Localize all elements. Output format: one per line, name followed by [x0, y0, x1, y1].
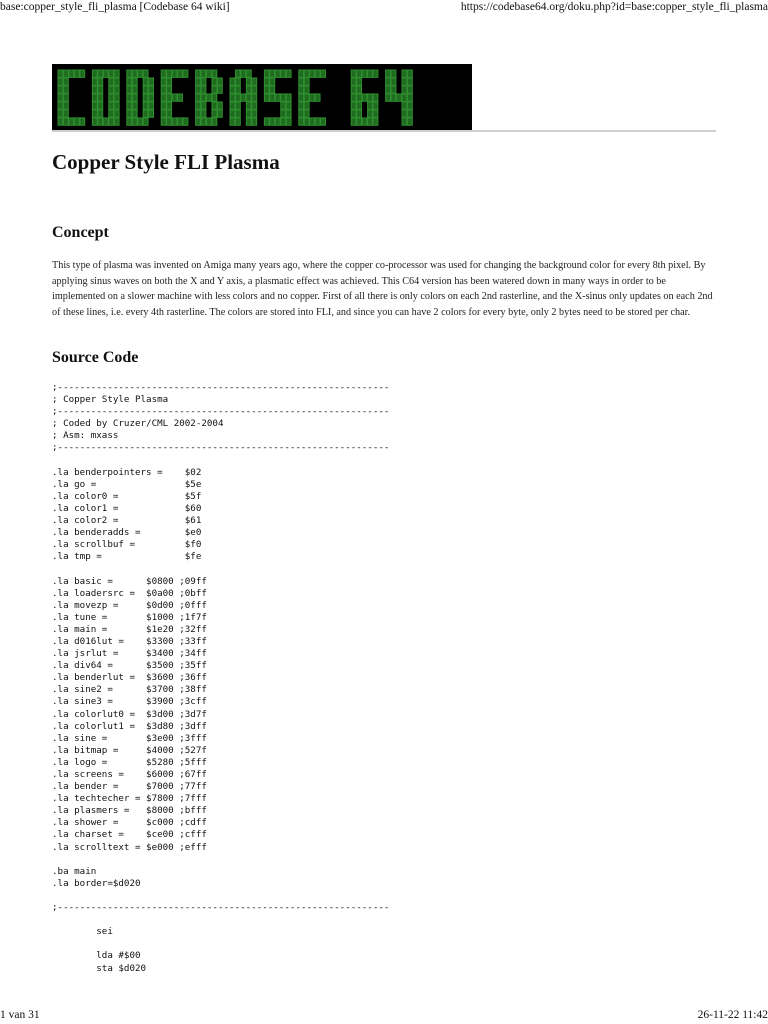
source-code-block: ;------------------------------------------------------------ ; Copper Style Plasma ;------------------------------------------------------------ ; Coded by Cruzer/CML 2002-2004 ; Asm: mxass ;------------------------------------------------------------ .la benderpointers = $02 .la go = $5e .la color0 = $5f .la color1 = $60 .la color2 = $61 .la benderadds = $e0 .la scrollbuf = $f0 .la tmp = $fe .la basic = $0800 ;09ff .la loadersrc = $0a00 ;0bff .la movezp = $0d00 ;0fff .la tune = $1000 ;1f7f .la main = $1e20 ;32ff .la d016lut = $3300 ;33ff .la jsrlut = $3400 ;34ff .la div64 = $3500 ;35ff .la benderlut = $3600 ;36ff .la sine2 = $3700 ;38ff .la sine3 = $3900 ;3cff .la colorlut0 = $3d00 ;3d7f .la colorlut1 = $3d80 ;3dff .la sine = $3e00 ;3fff .la bitmap = $4000 ;527f .la logo = $5280 ;5fff .la screens = $6000 ;67ff .la bender = $7000 ;77ff .la techtecher = $7800 ;7fff .la plasmers = $8000 ;bfff .la shower = $c000 ;cdff .la charset = $ce00 ;cfff .la scrolltext = $e000 ;efff .ba main .la border=$d020 ;------------------------------------------------------------ sei lda #$00 sta $d020 [52, 382, 390, 974]
header-divider [52, 130, 716, 132]
site-logo[interactable] [52, 64, 472, 130]
concept-paragraph: This type of plasma was invented on Amiga many years ago, where the copper co-processor was used for changing the background color for every 8th pixel. By applying sinus waves on both the X and Y axis, a plasmatic effect was achieved. This C64 version has been watered down in many ways in order to be implemented on a slower machine with less colors and no copper. First of all there is only colors on each 2nd rasterline, and the X-sinus only updates on each 2nd of these lines, i.e. every 4th rasterline. The colors are stored into FLI, and since you can have 2 colors for every byte, only 2 bytes need to be stored per char. [52, 260, 713, 318]
print-footer-timestamp: 26-11-22 11:42 [697, 1009, 768, 1021]
page-title: Copper Style FLI Plasma [52, 150, 280, 174]
codebase64-logo-graphic [52, 64, 472, 130]
print-header [0, 0, 768, 14]
print-footer [0, 1008, 768, 1022]
print-header-page-title: base:copper_style_fli_plasma [Codebase 64 wiki] [0, 1, 230, 13]
print-footer-page-number: 1 van 31 [0, 1009, 40, 1021]
print-header-url: https://codebase64.org/doku.php?id=base:copper_style_fli_plasma [460, 1, 768, 13]
section-heading-source-code: Source Code [52, 349, 139, 366]
section-heading-concept: Concept [52, 224, 109, 241]
